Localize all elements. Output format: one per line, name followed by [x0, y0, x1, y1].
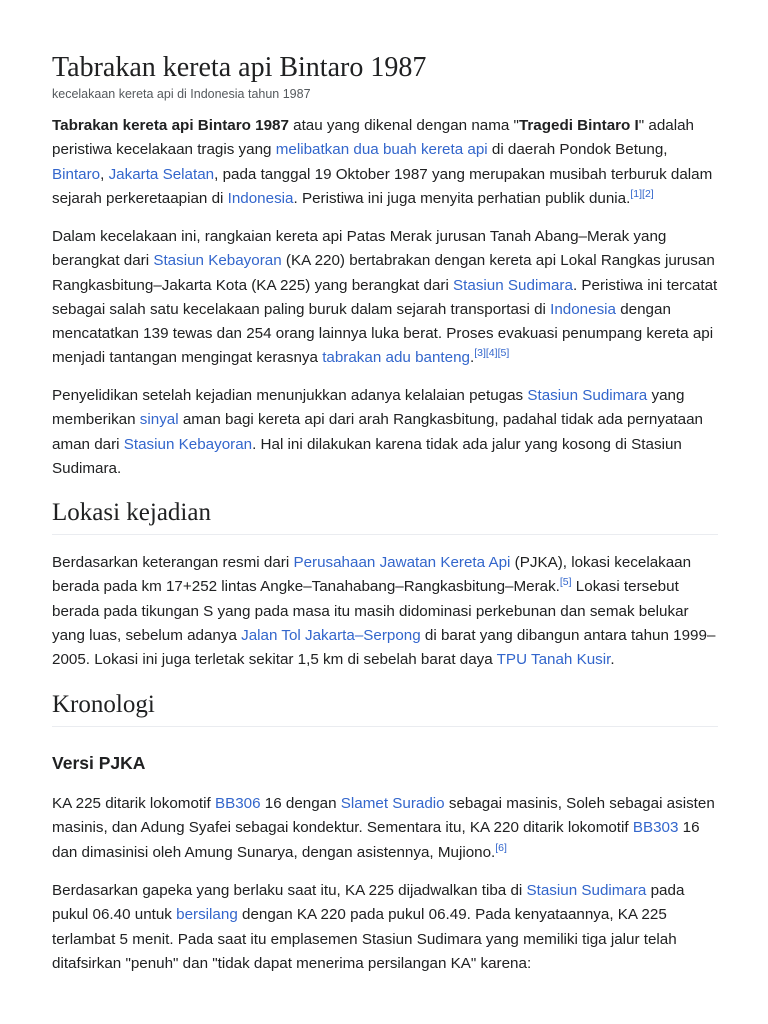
text: 16 dengan: [260, 795, 341, 812]
link-stasiun-sudimara[interactable]: Stasiun Sudimara: [527, 387, 648, 404]
text: KA 225 ditarik lokomotif: [52, 795, 215, 812]
reference-link[interactable]: [3][4][5]: [474, 347, 510, 360]
text: sebagai masinis, Soleh sebagai asisten masinis, dan Adung Syafei sebagai kondektur. Sementara itu, KA 220 ditarik lokomotif: [52, 795, 715, 837]
intro-paragraph-3: [52, 384, 724, 481]
reference-link[interactable]: [6]: [495, 841, 507, 854]
text: dengan KA 220 pada pukul 06.49. Pada kenyataannya, KA 225 terlambat 5 menit. Pada saat itu emplasemen Stasiun Sudimara yang memiliki tiga jalur telah ditafsirkan "penuh" dan "tidak dapat menerima persilangan KA" karena:: [52, 906, 677, 972]
link-stasiun-sudimara[interactable]: Stasiun Sudimara: [453, 276, 573, 294]
link-indonesia[interactable]: Indonesia: [227, 189, 294, 207]
section-heading-kronologi: Kronologi: [52, 688, 718, 727]
link-stasiun-kebayoran[interactable]: Stasiun Kebayoran: [123, 435, 253, 453]
page-title: Tabrakan kereta api Bintaro 1987: [52, 52, 427, 83]
link-stasiun-sudimara[interactable]: Stasiun Sudimara: [526, 882, 647, 899]
link-tpu-tanah-kusir[interactable]: TPU Tanah Kusir: [496, 651, 611, 669]
text: . Hal ini dilakukan karena tidak ada jalur yang kosong di Stasiun Sudimara.: [52, 435, 682, 477]
reference-link[interactable]: [5]: [559, 576, 572, 589]
text: Lokasi tersebut berada pada tikungan S yang pada masa itu masih didominasi perkebunan dan semak belukar yang luas, sebelum adanya: [52, 578, 689, 644]
link-jalan-tol[interactable]: Jalan Tol Jakarta–Serpong: [241, 626, 421, 644]
text: ,: [100, 165, 109, 183]
text: atau yang dikenal dengan nama ": [288, 117, 519, 134]
link-bb303[interactable]: BB303: [632, 819, 679, 837]
link-indonesia[interactable]: Indonesia: [550, 300, 616, 318]
reference-link[interactable]: [1][2]: [630, 187, 654, 200]
text: " adalah peristiwa kecelakaan tragis yang: [52, 117, 694, 159]
page-subtitle: kecelakaan kereta api di Indonesia tahun 1987: [52, 87, 311, 101]
lokasi-paragraph: [52, 551, 724, 672]
text: (PJKA), lokasi kecelakaan berada pada km 17+252 lintas Angke–Tanahabang–Rangkasbitung–Merak.: [52, 554, 692, 596]
text: dengan mencatatkan 139 tewas dan 254 orang lainnya luka berat. Proses evakuasi penumpang kereta api menjadi tantangan mengingat kerasnya: [52, 300, 714, 367]
link-pjka[interactable]: Perusahaan Jawatan Kereta Api: [293, 554, 511, 571]
link-bersilang[interactable]: bersilang: [176, 906, 238, 924]
text: 16 dan dimasinisi oleh Amung Sunarya, dengan asistennya, Mujiono.: [52, 819, 700, 861]
text: , pada tanggal 19 Oktober 1987 yang merupakan musibah terburuk dalam sejarah perkeretaapian di: [52, 165, 713, 207]
text: Penyelidikan setelah kejadian menunjukkan adanya kelalaian petugas: [52, 387, 528, 404]
intro-paragraph-2: [52, 225, 724, 371]
text: aman bagi kereta api dari arah Rangkasbitung, padahal tidak ada pernyataan aman dari: [52, 411, 703, 453]
section-heading-lokasi: Lokasi kejadian: [52, 496, 718, 535]
kronologi-paragraph-1: [52, 792, 724, 865]
text: . Peristiwa ini juga menyita perhatian publik dunia.: [293, 189, 631, 207]
text: .: [610, 651, 615, 669]
text: .: [469, 349, 475, 367]
text: Berdasarkan keterangan resmi dari: [52, 554, 294, 571]
link-bintaro[interactable]: Bintaro: [52, 165, 101, 183]
bold-article-title: Tabrakan kereta api Bintaro 1987: [52, 117, 289, 134]
text: pada pukul 06.40 untuk: [52, 882, 685, 924]
text: di barat yang dibangun antara tahun 1999–2005. Lokasi ini juga terletak sekitar 1,5 km di sebelah barat daya: [52, 626, 716, 669]
intro-paragraph-1: [52, 114, 724, 211]
text: . Peristiwa ini tercatat sebagai salah satu kecelakaan paling buruk dalam sejarah transportasi di: [52, 276, 718, 318]
text: Dalam kecelakaan ini, rangkaian kereta api Patas Merak jurusan Tanah Abang–Merak yang berangkat dari: [52, 228, 667, 270]
bold-alias: Tragedi Bintaro I: [518, 117, 639, 134]
text: Berdasarkan gapeka yang berlaku saat itu, KA 225 dijadwalkan tiba di: [52, 882, 527, 899]
link-stasiun-kebayoran[interactable]: Stasiun Kebayoran: [153, 252, 282, 270]
link-tabrakan-adu-banteng[interactable]: tabrakan adu banteng: [322, 349, 470, 367]
link-slamet-suradio[interactable]: Slamet Suradio: [340, 795, 445, 812]
text: di daerah Pondok Betung,: [487, 141, 668, 159]
link-bb306[interactable]: BB306: [214, 795, 261, 812]
link-melibatkan[interactable]: melibatkan dua buah kereta api: [275, 141, 488, 159]
text: (KA 220) bertabrakan dengan kereta api Lokal Rangkas jurusan Rangkasbitung–Jakarta Kota (KA 225) yang berangkat dari: [52, 252, 715, 294]
text: yang memberikan: [52, 387, 685, 429]
subsection-heading-versi-pjka: Versi PJKA: [52, 753, 146, 773]
link-sinyal[interactable]: sinyal: [139, 411, 179, 429]
link-jakarta-selatan[interactable]: Jakarta Selatan: [108, 165, 215, 183]
kronologi-paragraph-2: [52, 879, 724, 976]
